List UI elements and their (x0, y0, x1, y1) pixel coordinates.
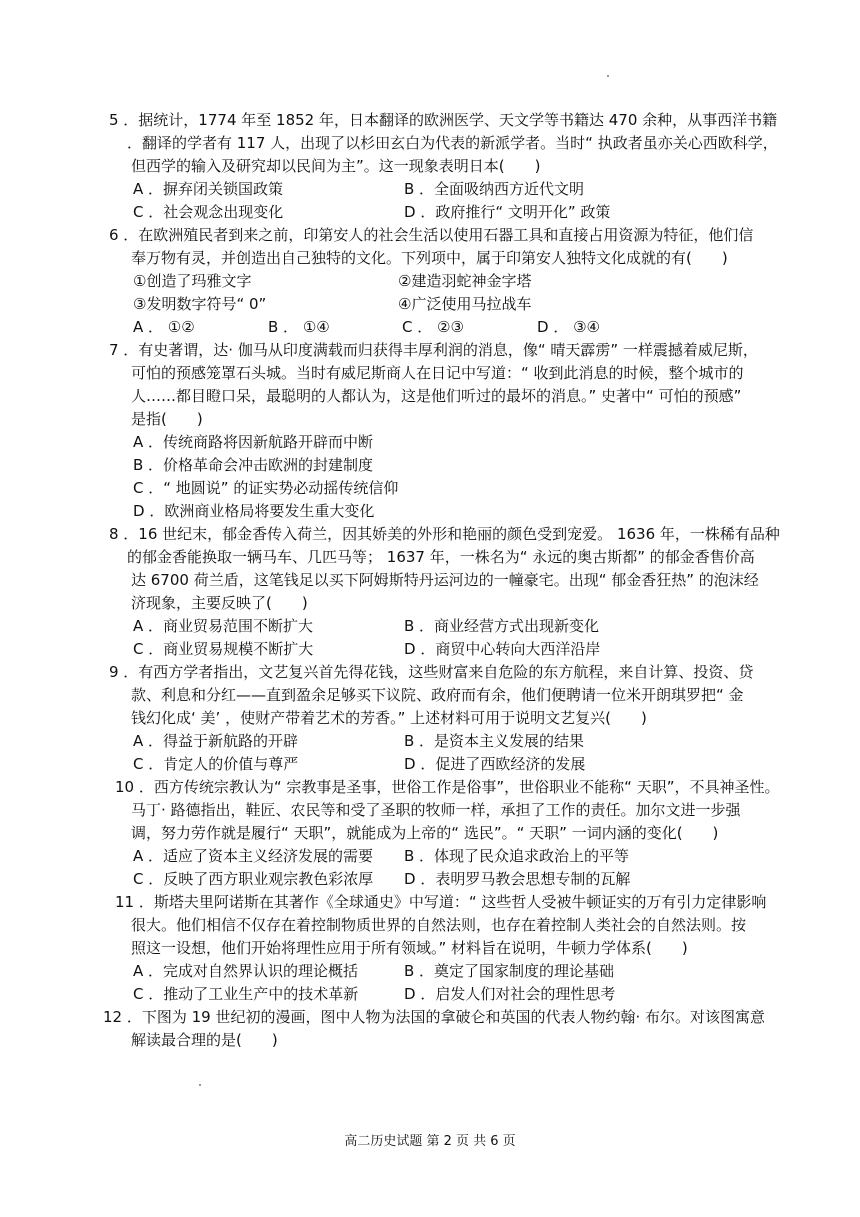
question-8-option-c: C ．商业贸易规模不断扩大 (133, 640, 314, 658)
question-9-line-3: 钱幻化成‘ 美’ ，使财产带着艺术的芳香。” 上述材料可用于说明文艺复兴( ) (131, 709, 647, 727)
question-7-option-b: B ．价格革命会冲击欧洲的封建制度 (133, 456, 374, 474)
question-10-line-1: 10 ．西方传统宗教认为“ 宗教事是圣事，世俗工作是俗事”，世俗职业不能称“ 天职”，不具神圣性。 (115, 778, 780, 796)
question-8-option-d: D ．商贸中心转向大西洋沿岸 (404, 640, 601, 658)
question-7-option-a: A ．传统商路将因新航路开辟而中断 (133, 433, 374, 451)
question-8-option-b: B ．商业经营方式出现新变化 (404, 617, 600, 635)
question-11-option-a: A ．完成对自然界认识的理论概括 (133, 962, 359, 980)
question-5-option-a: A ．摒弃闭关锁国政策 (133, 180, 284, 198)
question-5-option-b: B ．全面吸纳西方近代文明 (404, 180, 585, 198)
question-5-line-2: ．翻译的学者有 117 人，出现了以杉田玄白为代表的新派学者。当时“ 执政者虽亦关心西欧科学， (127, 134, 778, 152)
question-9-option-b: B ．是资本主义发展的结果 (404, 732, 585, 750)
question-10-option-a: A ．适应了资本主义经济发展的需要 (133, 847, 374, 865)
question-6-item-4: ④广泛使用马拉战车 (398, 295, 532, 313)
question-7-option-c: C ．“ 地圆说” 的证实势必动摇传统信仰 (133, 479, 399, 497)
page-footer: 高二历史试题 第 2 页 共 6 页 (344, 1134, 516, 1149)
question-12-line-1: 12 ．下图为 19 世纪初的漫画，图中人物为法国的拿破仑和英国的代表人物约翰· 布尔。对该图寓意 (103, 1008, 766, 1026)
question-11-line-1: 11 ．斯塔夫里阿诺斯在其著作《全球通史》中写道：“ 这些哲人受被牛顿证实的万有引力定律影响 (115, 893, 767, 911)
question-11-line-3: 照这一设想，他们开始将理性应用于所有领域。” 材料旨在说明，牛顿力学体系( ) (131, 939, 688, 957)
question-9-option-c: C ．肯定人的价值与尊严 (133, 755, 299, 773)
question-6-line-2: 奉万物有灵，并创造出自己独特的文化。下列项中，属于印第安人独特文化成就的有( ) (131, 249, 728, 267)
question-5-option-d: D ．政府推行“ 文明开化” 政策 (404, 203, 611, 221)
question-6-option-d: D ． ③④ (537, 318, 600, 336)
question-5-option-c: C ．社会观念出现变化 (133, 203, 284, 221)
question-6-item-3: ③发明数字符号“ 0” (133, 295, 267, 313)
question-10-option-d: D ．表明罗马教会思想专制的瓦解 (404, 870, 631, 888)
question-9-line-2: 款、利息和分红——直到盈余足够买下议院、政府而有余，他们便聘请一位米开朗琪罗把“ 金 (131, 686, 744, 704)
question-6-option-b: B ． ①④ (268, 318, 330, 336)
question-11-option-b: B ．奠定了国家制度的理论基础 (404, 962, 615, 980)
question-11-option-d: D ．启发人们对社会的理性思考 (404, 985, 616, 1003)
scan-speck (607, 75, 609, 77)
question-7-line-3: 人……都目瞪口呆，最聪明的人都认为，这是他们听过的最坏的消息。” 史著中“ 可怕的预感” (131, 387, 742, 405)
question-9-option-a: A ．得益于新航路的开辟 (133, 732, 299, 750)
question-11-option-c: C ．推动了工业生产中的技术革新 (133, 985, 359, 1003)
question-10-line-2: 马丁· 路德指出，鞋匠、农民等和受了圣职的牧师一样，承担了工作的责任。加尔文进一步强 (131, 801, 741, 819)
question-6-option-c: C ． ②③ (402, 318, 464, 336)
question-8-option-a: A ．商业贸易范围不断扩大 (133, 617, 314, 635)
question-12-line-2: 解读最合理的是( ) (131, 1031, 278, 1049)
question-7-option-d: D ．欧洲商业格局将要发生重大变化 (133, 502, 375, 520)
question-6-item-1: ①创造了玛雅文字 (133, 272, 252, 290)
question-10-option-c: C ．反映了西方职业观宗教色彩浓厚 (133, 870, 374, 888)
question-6-option-a: A ． ①② (133, 318, 195, 336)
question-6-line-1: 6 ．在欧洲殖民者到来之前，印第安人的社会生活以使用石器工具和直接占用资源为特征，他们信 (109, 226, 754, 244)
question-9-option-d: D ．促进了西欧经济的发展 (404, 755, 586, 773)
question-7-line-2: 可怕的预感笼罩石头城。当时有威尼斯商人在日记中写道：“ 收到此消息的时候，整个城市的 (131, 364, 744, 382)
scan-speck (199, 1084, 201, 1086)
question-8-line-4: 济现象，主要反映了( ) (131, 594, 308, 612)
question-6-item-2: ②建造羽蛇神金字塔 (398, 272, 532, 290)
question-11-line-2: 很大。他们相信不仅存在着控制物质世界的自然法则，也存在着控制人类社会的自然法则。按 (131, 916, 747, 934)
question-7-line-4: 是指( ) (131, 410, 203, 428)
question-5-line-1: 5 ．据统计，1774 年至 1852 年，日本翻译的欧洲医学、天文学等书籍达 470 余种，从事西洋书籍 (109, 111, 778, 129)
question-7-line-1: 7 ．有史著谓，达· 伽马从印度满载而归获得丰厚利润的消息，像“ 晴天霹雳” 一样震撼着威尼斯， (109, 341, 758, 359)
question-10-option-b: B ．体现了民众追求政治上的平等 (404, 847, 630, 865)
question-8-line-1: 8 ．16 世纪末，郁金香传入荷兰，因其娇美的外形和艳丽的颜色受到宠爱。 1636 年，一株稀有品种 (109, 525, 780, 543)
question-8-line-3: 达 6700 荷兰盾，这笔钱足以买下阿姆斯特丹运河边的一幢豪宅。出现“ 郁金香狂热” 的泡沫经 (131, 571, 759, 589)
question-10-line-3: 调，努力劳作就是履行“ 天职”，就能成为上帝的“ 选民”。“ 天职” 一词内涵的变化( ) (131, 824, 719, 842)
question-8-line-2: 的郁金香能换取一辆马车、几匹马等； 1637 年，一株名为“ 永远的奥古斯都” 的郁金香售价高 (127, 548, 755, 566)
question-9-line-1: 9 ．有西方学者指出，文艺复兴首先得花钱，这些财富来自危险的东方航程，来自计算、投资、贷 (109, 663, 754, 681)
question-5-line-3: 但西学的输入及研究却以民间为主”。这一现象表明日本( ) (131, 157, 541, 175)
